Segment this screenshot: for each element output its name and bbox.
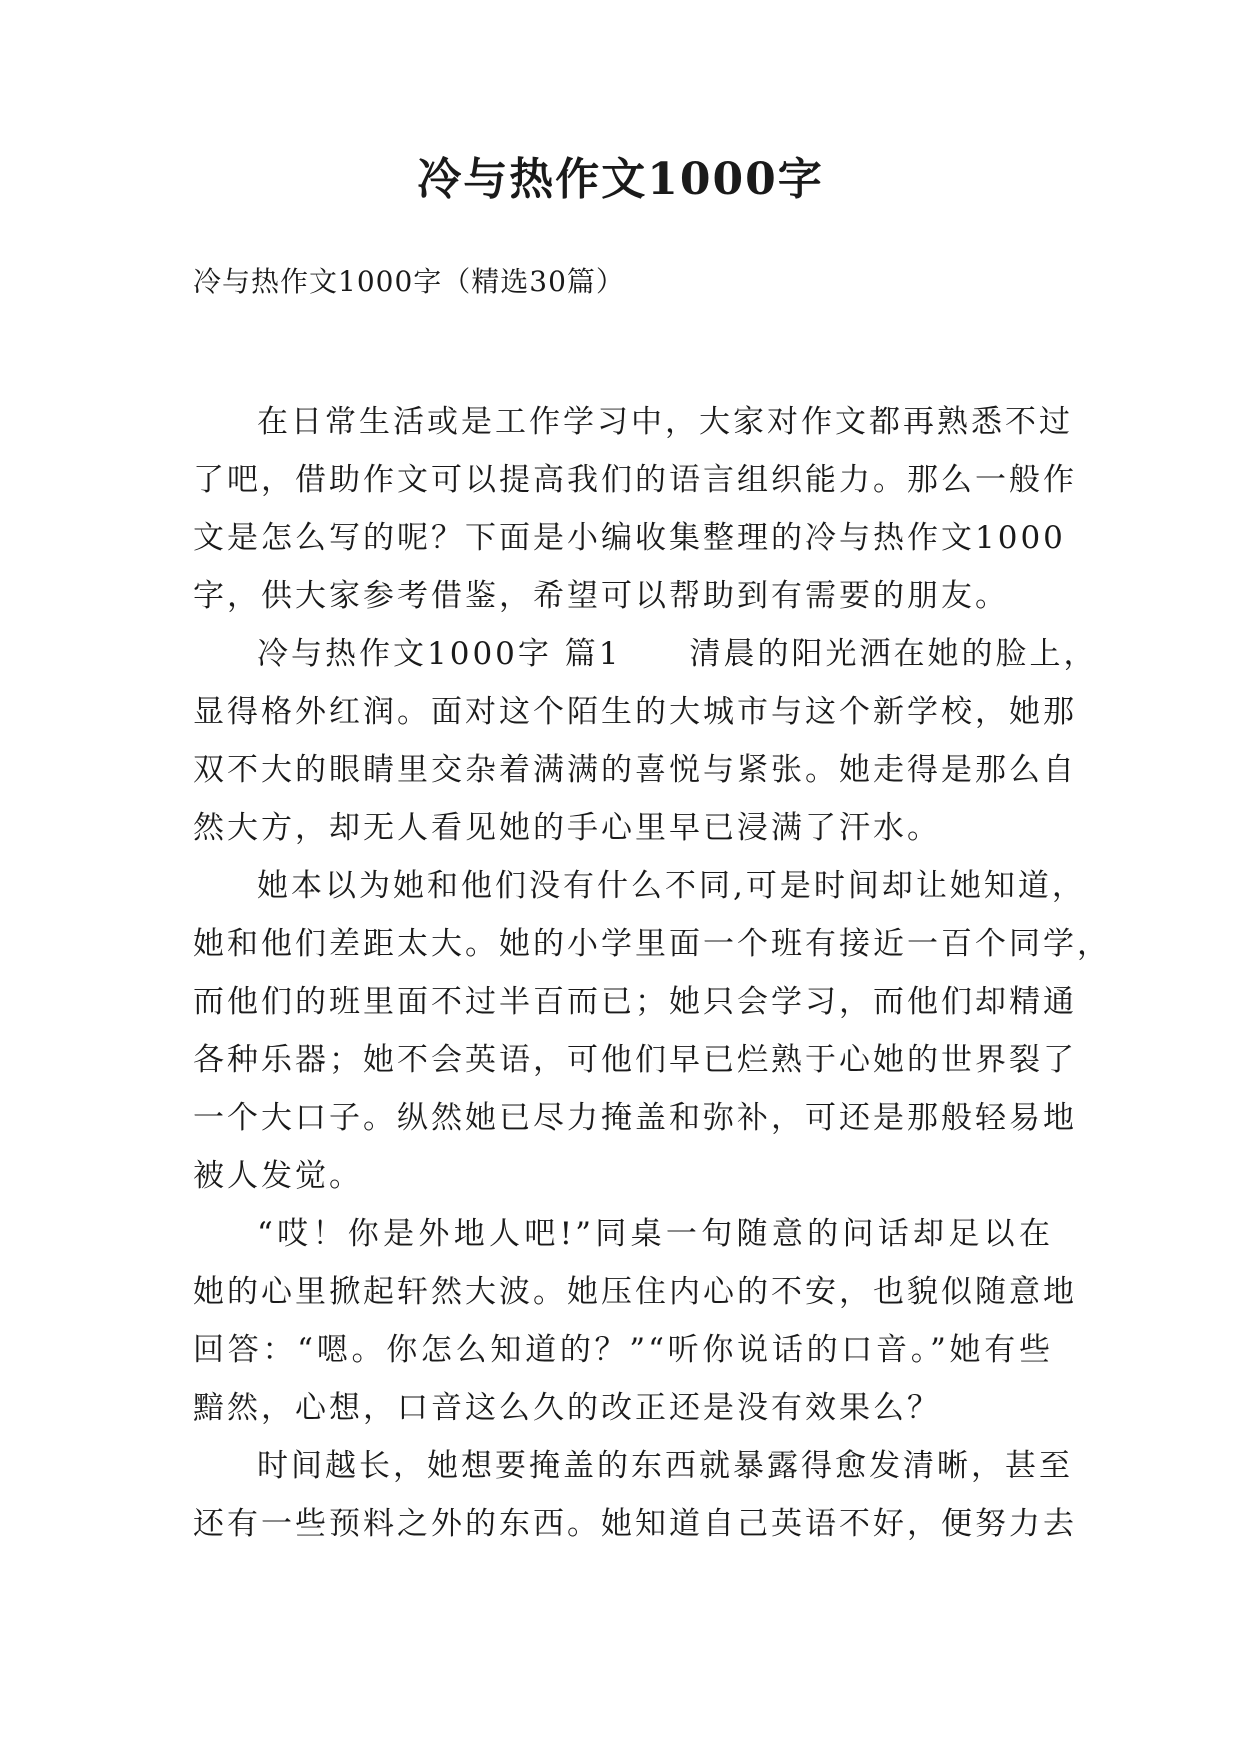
text-line: 双不大的眼睛里交杂着满满的喜悦与紧张。她走得是那么自 [193,752,1077,788]
text-line: “哎！你是外地人吧!”同桌一句随意的问话却足以在 [257,1216,1053,1252]
text-line: 显得格外红润。面对这个陌生的大城市与这个新学校，她那 [193,694,1077,730]
text-line: 她和他们差距太大。她的小学里面一个班有接近一百个同学， [193,926,1111,962]
text-line: 时间越长，她想要掩盖的东西就暴露得愈发清晰，甚至 [257,1448,1073,1484]
text-line: 黯然，心想，口音这么久的改正还是没有效果么？ [193,1390,941,1426]
text-line: 一个大口子。纵然她已尽力掩盖和弥补，可还是那般轻易地 [193,1100,1077,1136]
text-line: 了吧，借助作文可以提高我们的语言组织能力。那么一般作 [193,462,1077,498]
document-body [193,402,1111,1562]
text-line: 各种乐器；她不会英语，可他们早已烂熟于心她的世界裂了 [193,1042,1077,1078]
text-line: 字，供大家参考借鉴，希望可以帮助到有需要的朋友。 [193,578,1009,614]
text-line: 在日常生活或是工作学习中，大家对作文都再熟悉不过 [257,404,1073,440]
document-subtitle: 冷与热作文1000字（精选30篇） [193,265,625,298]
text-line: 她的心里掀起轩然大波。她压住内心的不安，也貌似随意地 [193,1274,1077,1310]
text-line: 还有一些预料之外的东西。她知道自己英语不好，便努力去 [193,1506,1077,1542]
text-line: 然大方，却无人看见她的手心里早已浸满了汗水。 [193,810,941,846]
text-line: 回答：“嗯。你怎么知道的？”“听你说话的口音。”她有些 [193,1332,1053,1368]
text-line: 她本以为她和他们没有什么不同,可是时间却让她知道， [257,868,1086,904]
text-line: 文是怎么写的呢？下面是小编收集整理的冷与热作文1000 [193,520,1066,556]
document-title: 冷与热作文1000字 [417,154,824,205]
text-line: 冷与热作文1000字 篇1 清晨的阳光洒在她的脸上， [257,636,1098,672]
text-line: 而他们的班里面不过半百而已；她只会学习，而他们却精通 [193,984,1077,1020]
text-line: 被人发觉。 [193,1158,363,1194]
